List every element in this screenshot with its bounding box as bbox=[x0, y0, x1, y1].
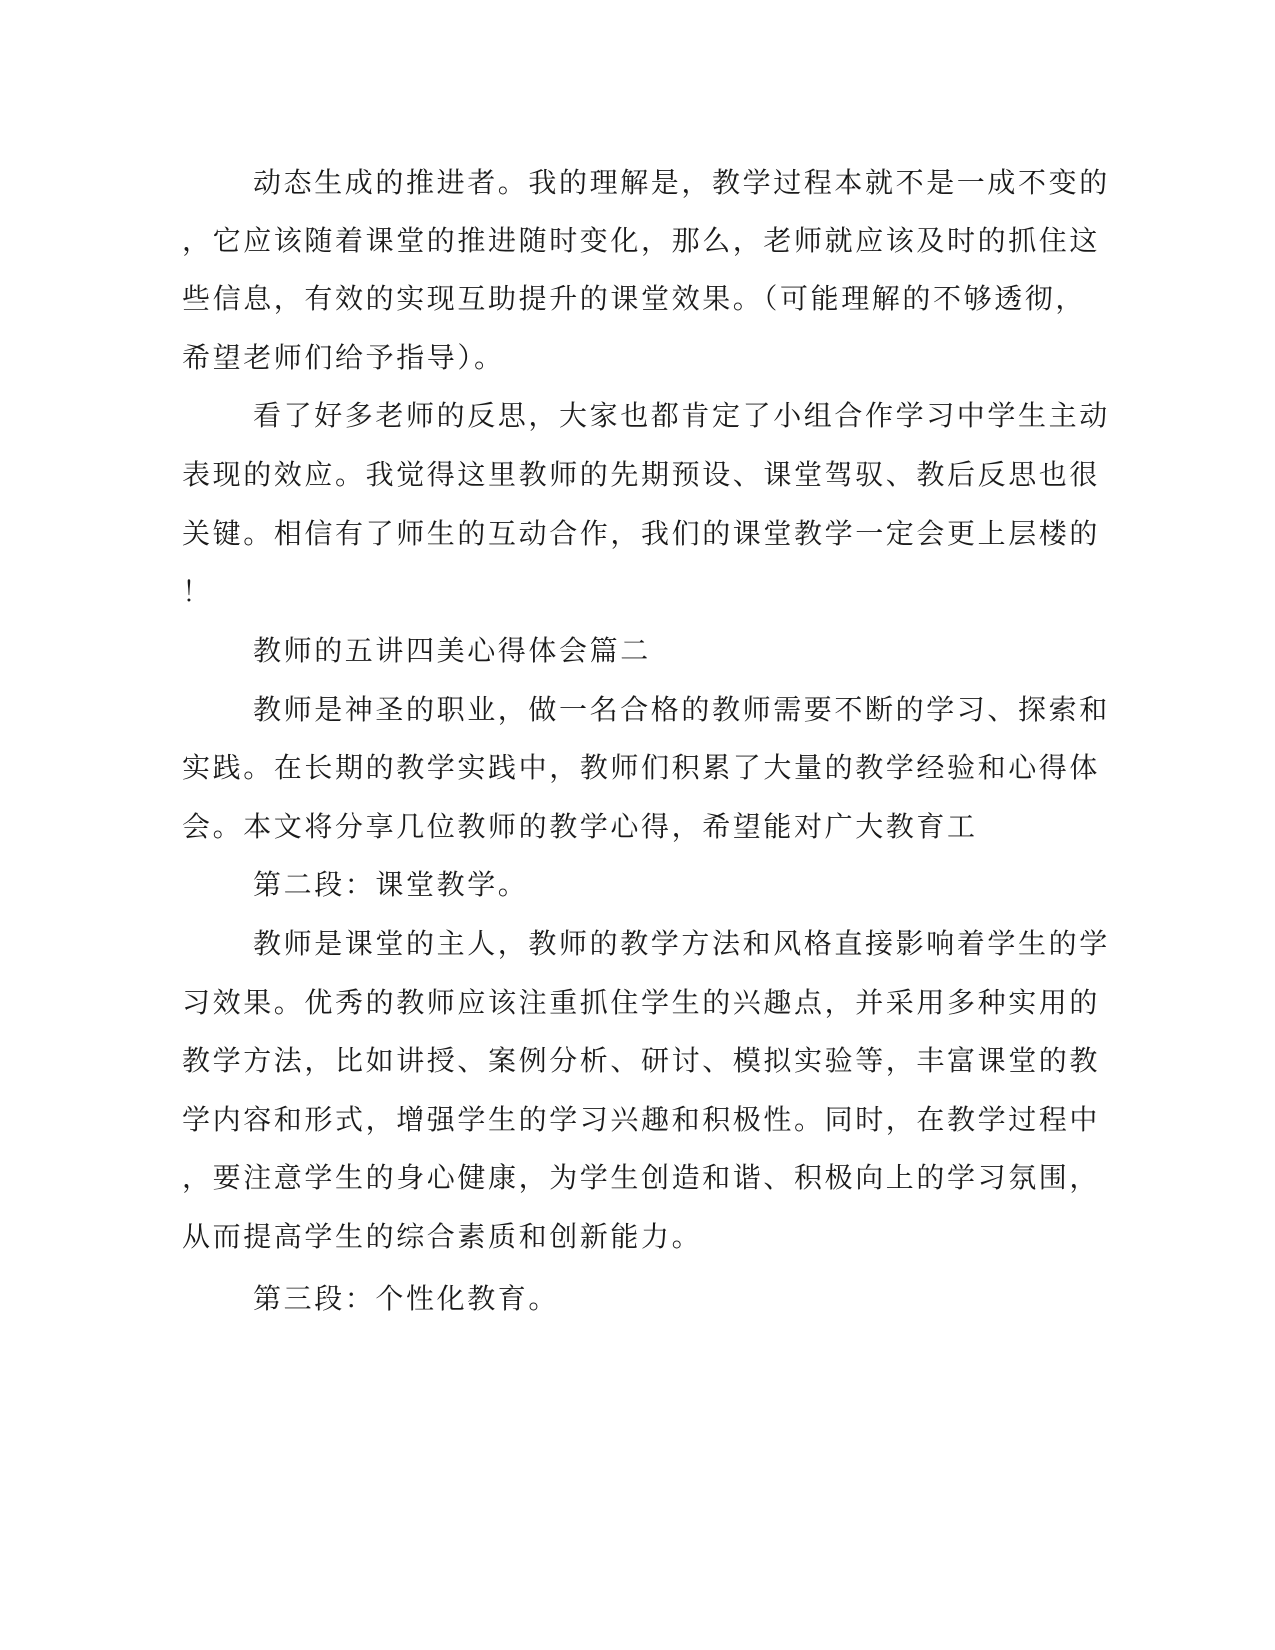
text-line-10: 教师是神圣的职业，做一名合格的教师需要不断的学习、探索和 bbox=[253, 693, 1110, 726]
text-line-15: 习效果。优秀的教师应该注重抓住学生的兴趣点，并采用多种实用的 bbox=[182, 986, 1101, 1019]
text-line-19: 从而提高学生的综合素质和创新能力。 bbox=[182, 1220, 703, 1253]
section-heading: 教师的五讲四美心得体会篇二 bbox=[253, 634, 651, 667]
text-line-12: 会。本文将分享几位教师的教学心得，希望能对广大教育工 bbox=[182, 810, 978, 843]
text-line-8: ！ bbox=[182, 575, 213, 608]
text-line-16: 教学方法，比如讲授、案例分析、研讨、模拟实验等，丰富课堂的教 bbox=[182, 1044, 1101, 1077]
text-line-3: 些信息，有效的实现互助提升的课堂效果。（可能理解的不够透彻， bbox=[182, 282, 1087, 315]
text-line-6: 表现的效应。我觉得这里教师的先期预设、课堂驾驭、教后反思也很 bbox=[182, 458, 1101, 491]
text-line-17: 学内容和形式，增强学生的学习兴趣和积极性。同时，在教学过程中 bbox=[182, 1103, 1101, 1136]
text-line-4: 希望老师们给予指导）。 bbox=[182, 341, 505, 374]
subheading-section-2: 第二段：课堂教学。 bbox=[253, 868, 529, 901]
subheading-section-3: 第三段：个性化教育。 bbox=[253, 1282, 560, 1315]
text-line-7: 关键。相信有了师生的互动合作，我们的课堂教学一定会更上层楼的 bbox=[182, 517, 1101, 550]
text-line-14: 教师是课堂的主人，教师的教学方法和风格直接影响着学生的学 bbox=[253, 927, 1110, 960]
text-line-18: ，要注意学生的身心健康，为学生创造和谐、积极向上的学习氛围， bbox=[182, 1161, 1101, 1194]
text-line-1: 动态生成的推进者。我的理解是，教学过程本就不是一成不变的 bbox=[253, 166, 1110, 199]
text-line-5: 看了好多老师的反思，大家也都肯定了小组合作学习中学生主动 bbox=[253, 399, 1110, 432]
text-line-11: 实践。在长期的教学实践中，教师们积累了大量的教学经验和心得体 bbox=[182, 751, 1101, 784]
text-line-2: ，它应该随着课堂的推进随时变化，那么，老师就应该及时的抓住这 bbox=[182, 224, 1101, 257]
